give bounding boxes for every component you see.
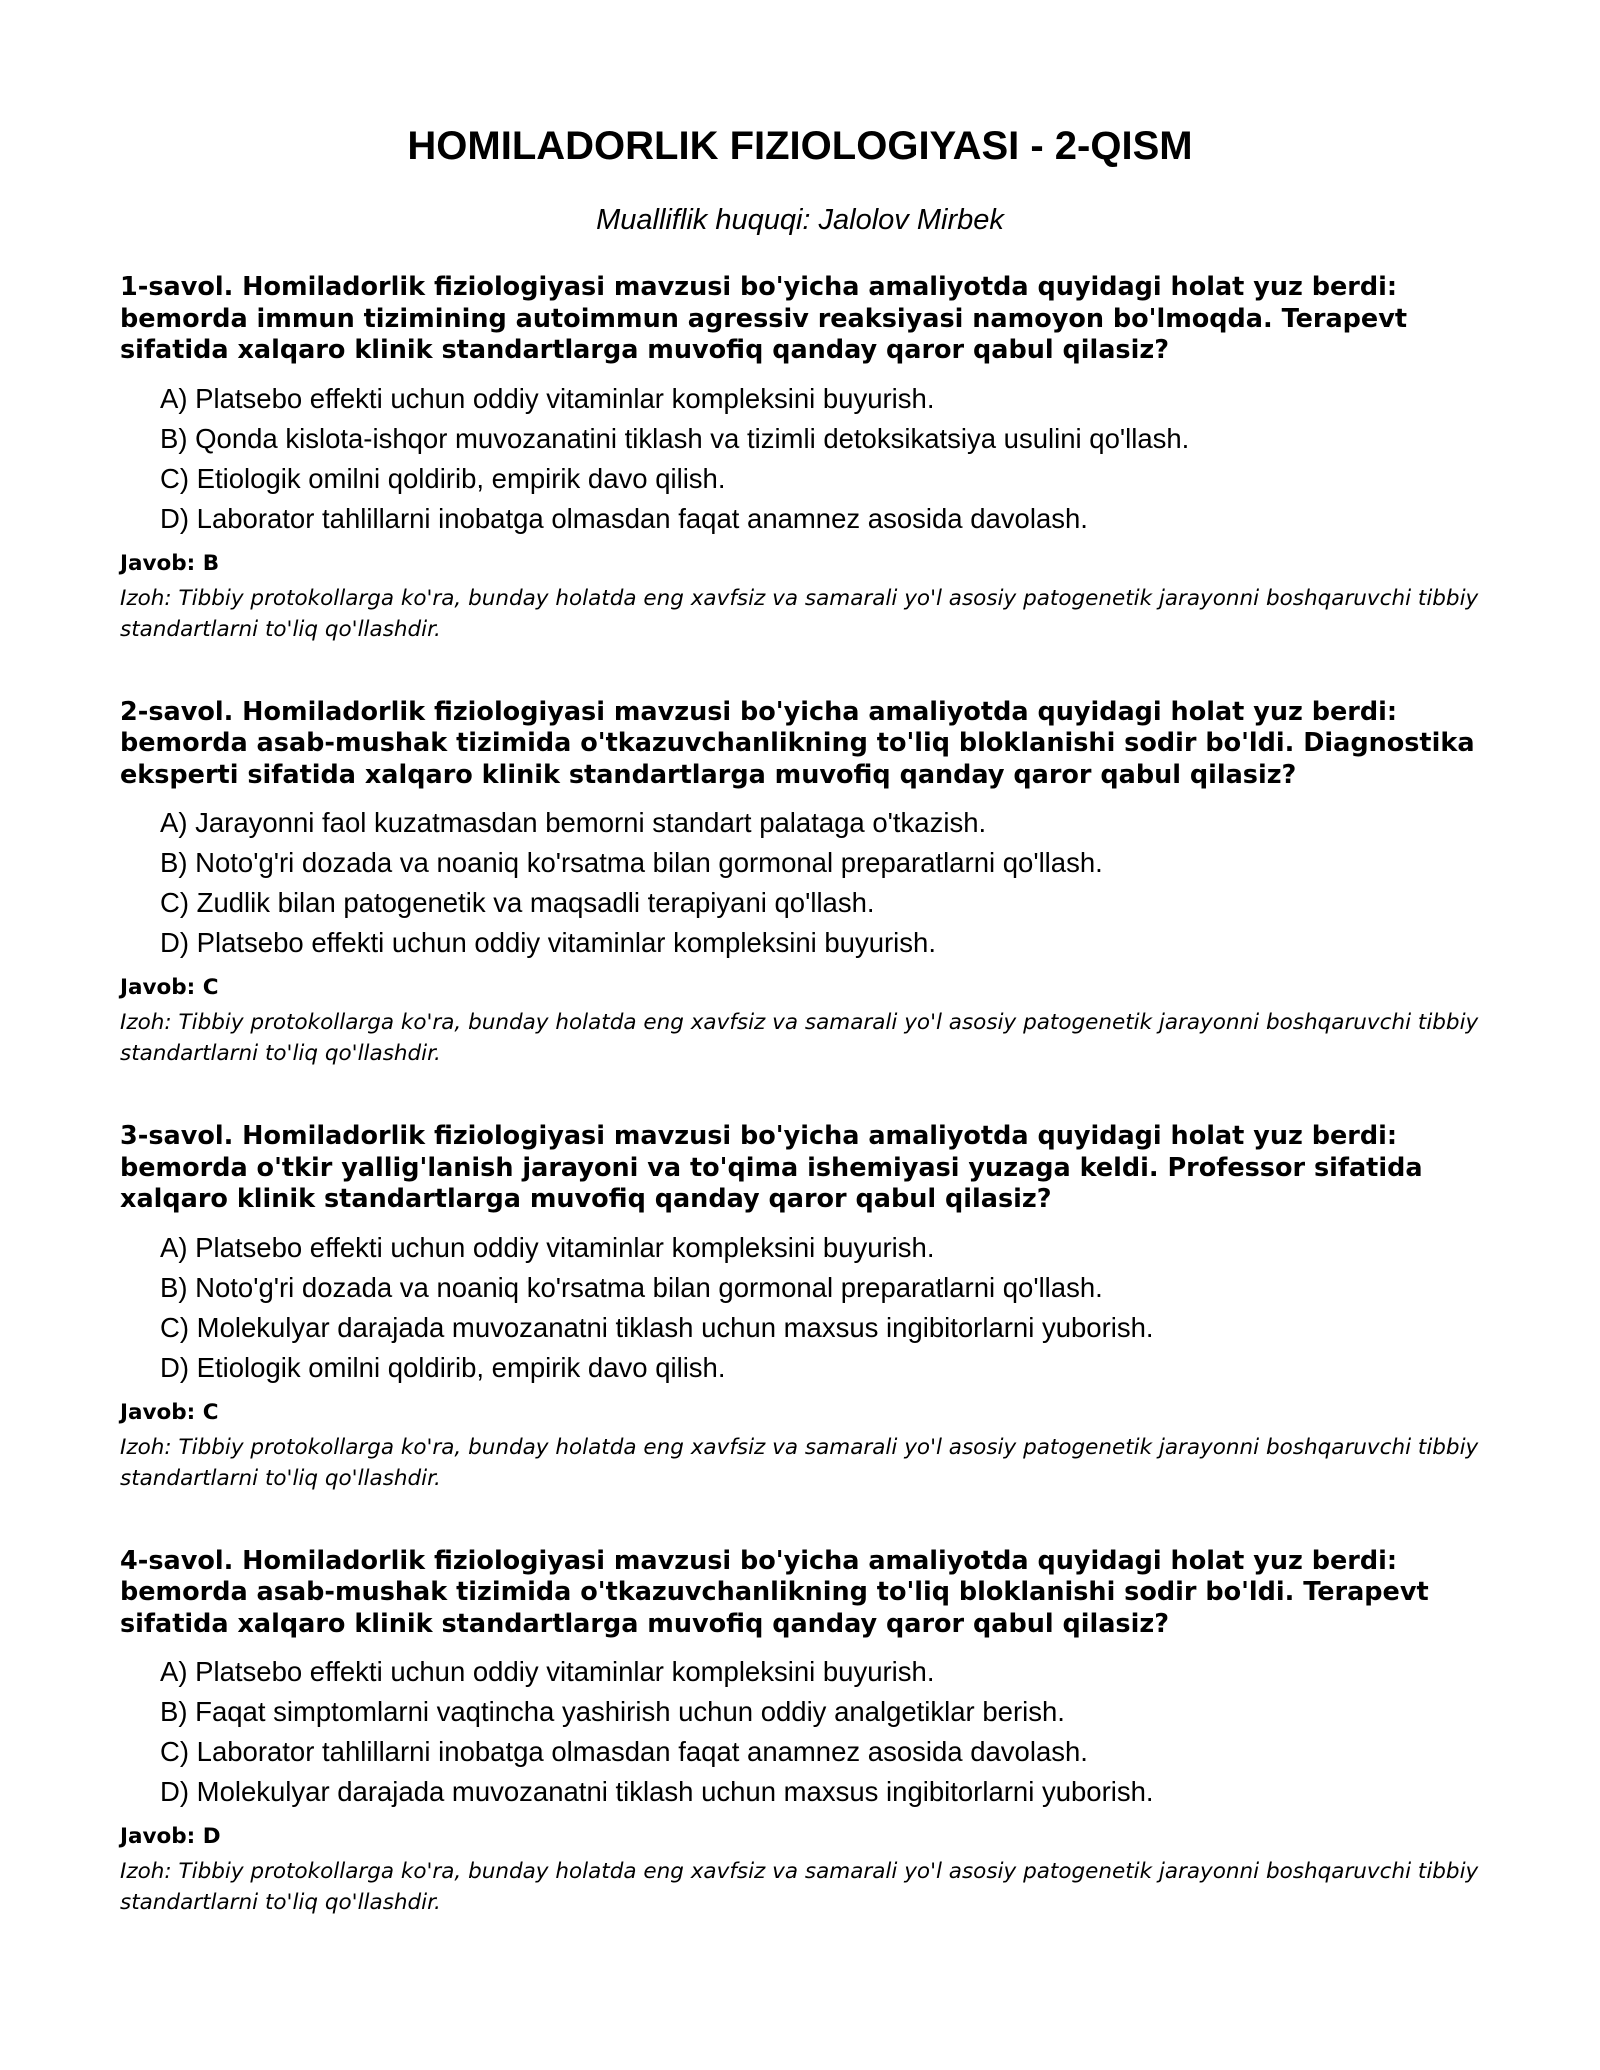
question-text: 3-savol. Homiladorlik fiziologiyasi mavzusi bo'yicha amaliyotda quyidagi holat yuz berdi: bemorda o'tkir yallig'lanish jarayoni va to'qima ishemiyasi yuzaga keldi. Professor sifatida xalqaro klinik standartlarga muvofiq qanday qaror qabul qilasiz? bbox=[120, 1121, 1423, 1214]
answer-option: B) Faqat simptomlarni vaqtincha yashirish uchun oddiy analgetiklar berish. bbox=[160, 1696, 1065, 1727]
answer-option: C) Molekulyar darajada muvozanatni tiklash uchun maxsus ingibitorlarni yuborish. bbox=[160, 1311, 1154, 1343]
answer-option: A) Platsebo effekti uchun oddiy vitaminlar kompleksini buyurish. bbox=[160, 1231, 935, 1263]
answer-key: Javob: B bbox=[120, 550, 220, 576]
answer-options bbox=[120, 379, 1480, 539]
answer-option: D) Laborator tahlillarni inobatga olmasdan faqat anamnez asosida davolash. bbox=[160, 502, 1088, 534]
question-block bbox=[120, 697, 1480, 1070]
answer-key: Javob: C bbox=[120, 1399, 219, 1425]
explanation-note: Izoh: Tibbiy protokollarga ko'ra, bunday holatda eng xavfsiz va samarali yo'l asosiy patogenetik jarayonni boshqaruvchi tibbiy standartlarni to'liq qo'llashdir. bbox=[120, 1010, 1479, 1066]
answer-option: D) Molekulyar darajada muvozanatni tiklash uchun maxsus ingibitorlarni yuborish. bbox=[160, 1776, 1154, 1807]
answer-option: C) Zudlik bilan patogenetik va maqsadli terapiyani qo'llash. bbox=[160, 887, 875, 918]
explanation-note: Izoh: Tibbiy protokollarga ko'ra, bunday holatda eng xavfsiz va samarali yo'l asosiy patogenetik jarayonni boshqaruvchi tibbiy standartlarni to'liq qo'llashdir. bbox=[120, 1434, 1479, 1491]
explanation-note: Izoh: Tibbiy protokollarga ko'ra, bunday holatda eng xavfsiz va samarali yo'l asosiy patogenetik jarayonni boshqaruvchi tibbiy standartlarni to'liq qo'llashdir. bbox=[120, 1859, 1479, 1915]
answer-option: A) Platsebo effekti uchun oddiy vitaminlar kompleksini buyurish. bbox=[160, 382, 935, 414]
question-text: 1-savol. Homiladorlik fiziologiyasi mavzusi bo'yicha amaliyotda quyidagi holat yuz berdi: bemorda immun tizimining autoimmun agressiv reaksiyasi namoyon bo'lmoqda. Terapevt sifatida xalqaro klinik standartlarga muvofiq qanday qaror qabul qilasiz? bbox=[120, 272, 1408, 365]
question-text: 2-savol. Homiladorlik fiziologiyasi mavzusi bo'yicha amaliyotda quyidagi holat yuz berdi: bemorda asab-mushak tizimida o'tkazuvchanlikning to'liq bloklanishi sodir bo'ldi. Diagnostika eksperti sifatida xalqaro klinik standartlarga muvofiq qanday qaror qabul qilasiz? bbox=[120, 696, 1475, 790]
answer-option: A) Platsebo effekti uchun oddiy vitaminlar kompleksini buyurish. bbox=[160, 1656, 935, 1687]
page-title: HOMILADORLIK FIZIOLOGIYASI - 2-QISM bbox=[407, 124, 1193, 168]
answer-option: B) Qonda kislota-ishqor muvozanatini tiklash va tizimli detoksikatsiya usulini qo'llash. bbox=[160, 422, 1190, 454]
answer-option: D) Platsebo effekti uchun oddiy vitaminlar kompleksini buyurish. bbox=[160, 927, 936, 958]
answer-options bbox=[120, 803, 1480, 963]
page-subtitle: Mualliflik huquqi: Jalolov Mirbek bbox=[596, 204, 1004, 236]
explanation-note: Izoh: Tibbiy protokollarga ko'ra, bunday holatda eng xavfsiz va samarali yo'l asosiy patogenetik jarayonni boshqaruvchi tibbiy standartlarni to'liq qo'llashdir. bbox=[120, 585, 1479, 642]
answer-key: Javob: C bbox=[120, 975, 219, 1000]
answer-options bbox=[120, 1228, 1480, 1388]
answer-option: B) Noto'g'ri dozada va noaniq ko'rsatma bilan gormonal preparatlarni qo'llash. bbox=[160, 1271, 1103, 1303]
answer-option: C) Laborator tahlillarni inobatga olmasdan faqat anamnez asosida davolash. bbox=[160, 1736, 1088, 1767]
answer-key: Javob: D bbox=[120, 1824, 221, 1849]
question-text: 4-savol. Homiladorlik fiziologiyasi mavzusi bo'yicha amaliyotda quyidagi holat yuz berdi: bemorda asab-mushak tizimida o'tkazuvchanlikning to'liq bloklanishi sodir bo'ldi. Terapevt sifatida xalqaro klinik standartlarga muvofiq qanday qaror qabul qilasiz? bbox=[120, 1545, 1429, 1639]
answer-options bbox=[120, 1652, 1480, 1812]
answer-option: A) Jarayonni faol kuzatmasdan bemorni standart palataga o'tkazish. bbox=[160, 807, 987, 838]
answer-option: D) Etiologik omilni qoldirib, empirik davo qilish. bbox=[160, 1351, 726, 1383]
question-block bbox=[120, 272, 1480, 645]
question-block bbox=[120, 1546, 1480, 1919]
answer-option: C) Etiologik omilni qoldirib, empirik davo qilish. bbox=[160, 462, 726, 494]
question-block bbox=[120, 1121, 1480, 1494]
answer-option: B) Noto'g'ri dozada va noaniq ko'rsatma bilan gormonal preparatlarni qo'llash. bbox=[160, 847, 1103, 878]
